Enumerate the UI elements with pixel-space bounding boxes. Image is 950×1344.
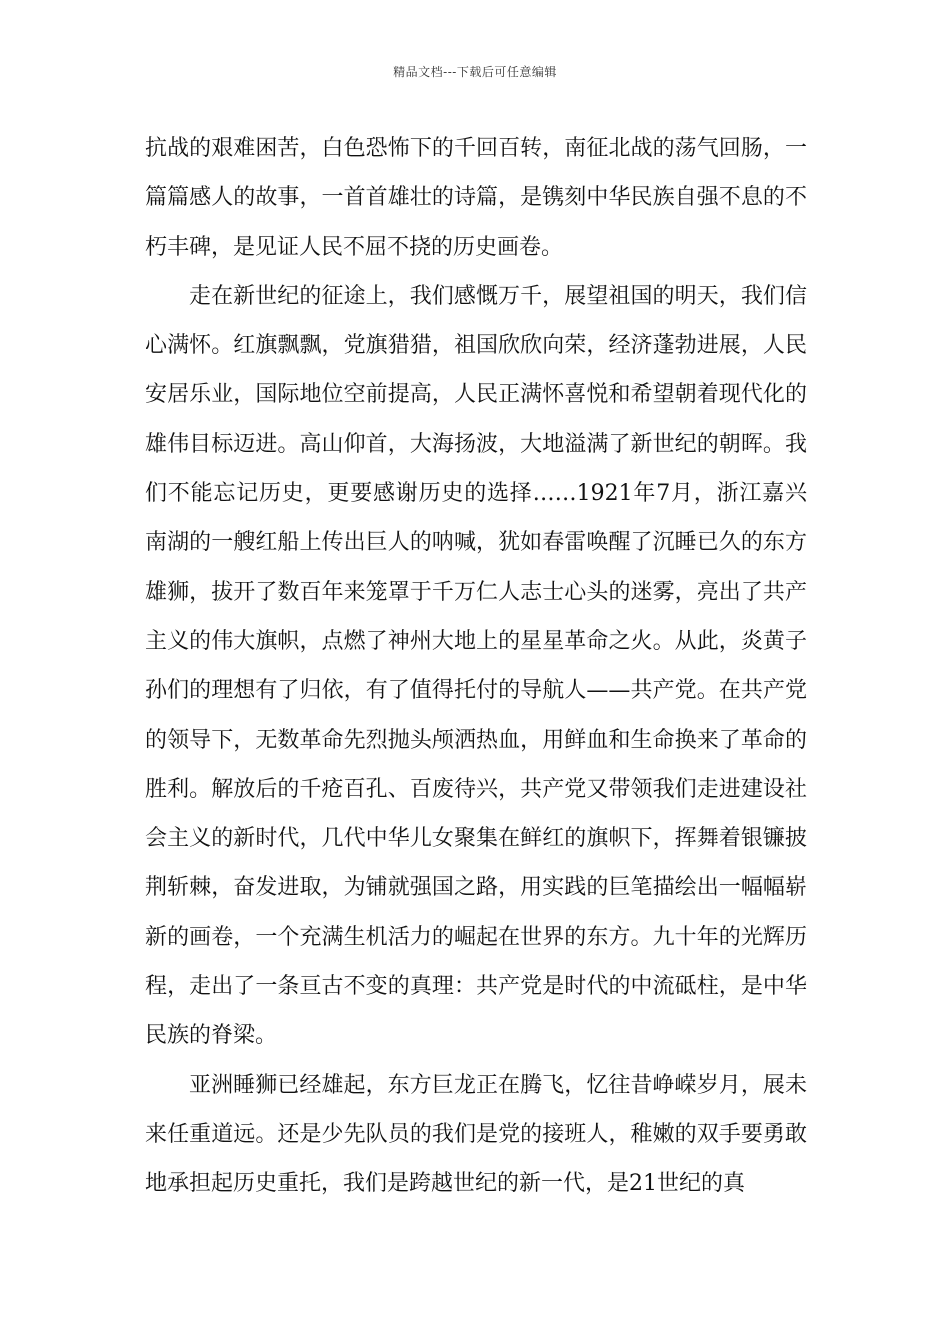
paragraph-continued: 抗战的艰难困苦，白色恐怖下的千回百转，南征北战的荡气回肠，一篇篇感人的故事，一首首雄壮的诗篇，是镌刻中华民族自强不息的不朽丰碑，是见证人民不屈不挠的历史画卷。 <box>145 136 807 260</box>
page-header: 精品文档---下载后可任意编辑 <box>393 65 557 79</box>
paragraph-new-century: 走在新世纪的征途上，我们感慨万千，展望祖国的明天，我们信心满怀。红旗飘飘，党旗猎猎，祖国欣欣向荣，经济蓬勃进展，人民安居乐业，国际地位空前提高，人民正满怀喜悦和希望朝着现代化的雄伟目标迈进。高山仰首，大海扬波，大地溢满了新世纪的朝晖。我们不能忘记历史，更要感谢历史的选择……1921年7月，浙江嘉兴南湖的一艘红船上传出巨人的呐喊，犹如春雷唤醒了沉睡已久的东方雄狮，拔开了数百年来笼罩于千万仁人志士心头的迷雾，亮出了共产主义的伟大旗帜，点燃了神州大地上的星星革命之火。从此，炎黄子孙们的理想有了归依，有了值得托付的导航人——共产党。在共产党的领导下，无数革命先烈抛头颅洒热血，用鲜血和生命换来了革命的胜利。解放后的千疮百孔、百废待兴，共产党又带领我们走进建设社会主义的新时代，几代中华儿女聚集在鲜红的旗帜下，挥舞着银镰披荆斩棘，奋发进取，为铺就强国之路，用实践的巨笔描绘出一幅幅崭新的画卷，一个充满生机活力的崛起在世界的东方。九十年的光辉历程，走出了一条亘古不变的真理：共产党是时代的中流砥柱，是中华民族的脊梁。 <box>145 283 807 1049</box>
document-body <box>145 124 807 1209</box>
paragraph-asia-awakening: 亚洲睡狮已经雄起，东方巨龙正在腾飞，忆往昔峥嵘岁月，展未来任重道远。还是少先队员的我们是党的接班人，稚嫩的双手要勇敢地承担起历史重托，我们是跨越世纪的新一代，是21世纪的真 <box>145 1072 807 1197</box>
